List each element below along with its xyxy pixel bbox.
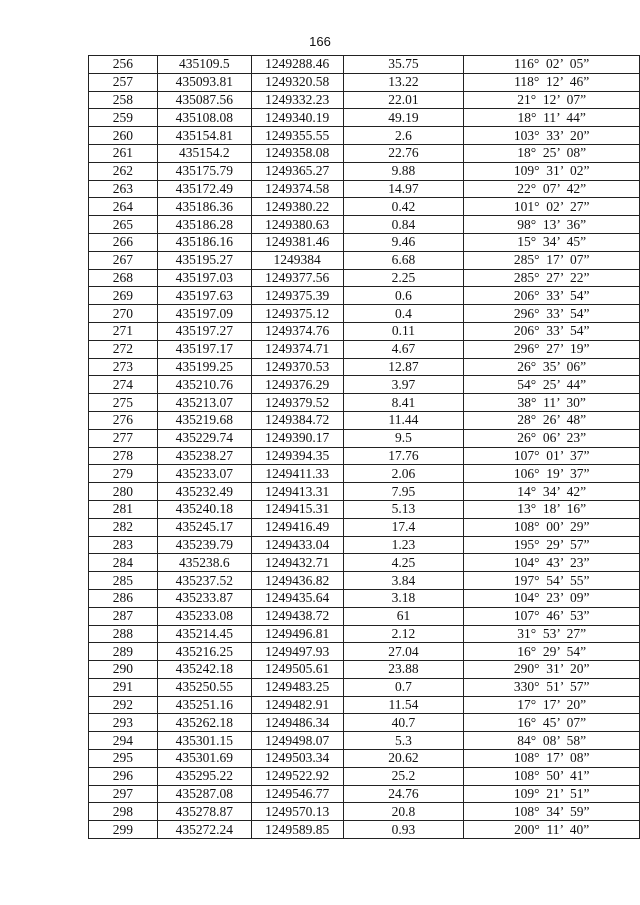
distance-cell: 20.8 xyxy=(343,803,464,821)
bearing-cell: 22° 07’ 42” xyxy=(464,180,640,198)
x-coordinate-cell: 435199.25 xyxy=(157,358,251,376)
y-coordinate-cell: 1249433.04 xyxy=(251,536,343,554)
point-number-cell: 257 xyxy=(89,73,158,91)
table-row xyxy=(89,162,640,180)
x-coordinate-cell: 435262.18 xyxy=(157,714,251,732)
distance-cell: 11.54 xyxy=(343,696,464,714)
x-coordinate-cell: 435301.15 xyxy=(157,732,251,750)
point-number-cell: 298 xyxy=(89,803,158,821)
bearing-cell: 197° 54’ 55” xyxy=(464,572,640,590)
table-row xyxy=(89,127,640,145)
bearing-cell: 84° 08’ 58” xyxy=(464,732,640,750)
point-number-cell: 284 xyxy=(89,554,158,572)
bearing-cell: 101° 02’ 27” xyxy=(464,198,640,216)
coordinate-table xyxy=(88,55,640,839)
point-number-cell: 270 xyxy=(89,305,158,323)
point-number-cell: 299 xyxy=(89,821,158,839)
y-coordinate-cell: 1249390.17 xyxy=(251,429,343,447)
distance-cell: 12.87 xyxy=(343,358,464,376)
distance-cell: 35.75 xyxy=(343,56,464,74)
point-number-cell: 297 xyxy=(89,785,158,803)
distance-cell: 25.2 xyxy=(343,767,464,785)
y-coordinate-cell: 1249522.92 xyxy=(251,767,343,785)
distance-cell: 0.6 xyxy=(343,287,464,305)
table-row xyxy=(89,269,640,287)
point-number-cell: 272 xyxy=(89,340,158,358)
x-coordinate-cell: 435214.45 xyxy=(157,625,251,643)
y-coordinate-cell: 1249379.52 xyxy=(251,394,343,412)
x-coordinate-cell: 435108.08 xyxy=(157,109,251,127)
y-coordinate-cell: 1249384 xyxy=(251,251,343,269)
x-coordinate-cell: 435154.2 xyxy=(157,144,251,162)
table-row xyxy=(89,287,640,305)
table-row xyxy=(89,305,640,323)
distance-cell: 14.97 xyxy=(343,180,464,198)
x-coordinate-cell: 435239.79 xyxy=(157,536,251,554)
table-row xyxy=(89,376,640,394)
point-number-cell: 292 xyxy=(89,696,158,714)
x-coordinate-cell: 435237.52 xyxy=(157,572,251,590)
table-row xyxy=(89,109,640,127)
distance-cell: 23.88 xyxy=(343,661,464,679)
table-row xyxy=(89,536,640,554)
bearing-cell: 108° 50’ 41” xyxy=(464,767,640,785)
x-coordinate-cell: 435197.27 xyxy=(157,322,251,340)
table-row xyxy=(89,429,640,447)
point-number-cell: 290 xyxy=(89,661,158,679)
y-coordinate-cell: 1249394.35 xyxy=(251,447,343,465)
distance-cell: 0.4 xyxy=(343,305,464,323)
bearing-cell: 31° 53’ 27” xyxy=(464,625,640,643)
table-row xyxy=(89,447,640,465)
distance-cell: 4.67 xyxy=(343,340,464,358)
table-row xyxy=(89,607,640,625)
bearing-cell: 15° 34’ 45” xyxy=(464,233,640,251)
bearing-cell: 16° 29’ 54” xyxy=(464,643,640,661)
bearing-cell: 285° 17’ 07” xyxy=(464,251,640,269)
bearing-cell: 38° 11’ 30” xyxy=(464,394,640,412)
distance-cell: 3.97 xyxy=(343,376,464,394)
x-coordinate-cell: 435240.18 xyxy=(157,500,251,518)
bearing-cell: 108° 34’ 59” xyxy=(464,803,640,821)
x-coordinate-cell: 435301.69 xyxy=(157,750,251,768)
x-coordinate-cell: 435295.22 xyxy=(157,767,251,785)
bearing-cell: 14° 34’ 42” xyxy=(464,483,640,501)
distance-cell: 2.25 xyxy=(343,269,464,287)
bearing-cell: 107° 01’ 37” xyxy=(464,447,640,465)
point-number-cell: 294 xyxy=(89,732,158,750)
table-row xyxy=(89,785,640,803)
point-number-cell: 287 xyxy=(89,607,158,625)
y-coordinate-cell: 1249340.19 xyxy=(251,109,343,127)
point-number-cell: 261 xyxy=(89,144,158,162)
point-number-cell: 271 xyxy=(89,322,158,340)
y-coordinate-cell: 1249375.39 xyxy=(251,287,343,305)
bearing-cell: 28° 26’ 48” xyxy=(464,411,640,429)
y-coordinate-cell: 1249546.77 xyxy=(251,785,343,803)
bearing-cell: 108° 17’ 08” xyxy=(464,750,640,768)
table-row xyxy=(89,750,640,768)
point-number-cell: 260 xyxy=(89,127,158,145)
point-number-cell: 259 xyxy=(89,109,158,127)
y-coordinate-cell: 1249358.08 xyxy=(251,144,343,162)
table-row xyxy=(89,465,640,483)
table-row xyxy=(89,661,640,679)
x-coordinate-cell: 435238.27 xyxy=(157,447,251,465)
x-coordinate-cell: 435109.5 xyxy=(157,56,251,74)
y-coordinate-cell: 1249320.58 xyxy=(251,73,343,91)
distance-cell: 0.93 xyxy=(343,821,464,839)
bearing-cell: 296° 33’ 54” xyxy=(464,305,640,323)
distance-cell: 17.4 xyxy=(343,518,464,536)
y-coordinate-cell: 1249435.64 xyxy=(251,589,343,607)
bearing-cell: 116° 02’ 05” xyxy=(464,56,640,74)
bearing-cell: 330° 51’ 57” xyxy=(464,678,640,696)
table-row xyxy=(89,678,640,696)
point-number-cell: 285 xyxy=(89,572,158,590)
y-coordinate-cell: 1249498.07 xyxy=(251,732,343,750)
x-coordinate-cell: 435154.81 xyxy=(157,127,251,145)
x-coordinate-cell: 435272.24 xyxy=(157,821,251,839)
x-coordinate-cell: 435197.17 xyxy=(157,340,251,358)
point-number-cell: 289 xyxy=(89,643,158,661)
point-number-cell: 262 xyxy=(89,162,158,180)
y-coordinate-cell: 1249380.63 xyxy=(251,216,343,234)
bearing-cell: 118° 12’ 46” xyxy=(464,73,640,91)
x-coordinate-cell: 435229.74 xyxy=(157,429,251,447)
point-number-cell: 258 xyxy=(89,91,158,109)
page-number: 166 xyxy=(309,34,331,49)
distance-cell: 9.88 xyxy=(343,162,464,180)
x-coordinate-cell: 435242.18 xyxy=(157,661,251,679)
point-number-cell: 274 xyxy=(89,376,158,394)
y-coordinate-cell: 1249365.27 xyxy=(251,162,343,180)
table-row xyxy=(89,732,640,750)
bearing-cell: 26° 35’ 06” xyxy=(464,358,640,376)
point-number-cell: 288 xyxy=(89,625,158,643)
x-coordinate-cell: 435233.08 xyxy=(157,607,251,625)
distance-cell: 0.42 xyxy=(343,198,464,216)
bearing-cell: 18° 11’ 44” xyxy=(464,109,640,127)
bearing-cell: 109° 31’ 02” xyxy=(464,162,640,180)
y-coordinate-cell: 1249432.71 xyxy=(251,554,343,572)
distance-cell: 24.76 xyxy=(343,785,464,803)
y-coordinate-cell: 1249370.53 xyxy=(251,358,343,376)
y-coordinate-cell: 1249589.85 xyxy=(251,821,343,839)
bearing-cell: 195° 29’ 57” xyxy=(464,536,640,554)
point-number-cell: 280 xyxy=(89,483,158,501)
point-number-cell: 256 xyxy=(89,56,158,74)
point-number-cell: 264 xyxy=(89,198,158,216)
table-row xyxy=(89,500,640,518)
x-coordinate-cell: 435250.55 xyxy=(157,678,251,696)
point-number-cell: 283 xyxy=(89,536,158,554)
distance-cell: 13.22 xyxy=(343,73,464,91)
bearing-cell: 206° 33’ 54” xyxy=(464,287,640,305)
point-number-cell: 286 xyxy=(89,589,158,607)
x-coordinate-cell: 435233.87 xyxy=(157,589,251,607)
distance-cell: 0.84 xyxy=(343,216,464,234)
x-coordinate-cell: 435197.09 xyxy=(157,305,251,323)
x-coordinate-cell: 435287.08 xyxy=(157,785,251,803)
bearing-cell: 17° 17’ 20” xyxy=(464,696,640,714)
point-number-cell: 269 xyxy=(89,287,158,305)
point-number-cell: 295 xyxy=(89,750,158,768)
point-number-cell: 296 xyxy=(89,767,158,785)
y-coordinate-cell: 1249376.29 xyxy=(251,376,343,394)
table-row xyxy=(89,56,640,74)
bearing-cell: 13° 18’ 16” xyxy=(464,500,640,518)
distance-cell: 8.41 xyxy=(343,394,464,412)
point-number-cell: 281 xyxy=(89,500,158,518)
point-number-cell: 275 xyxy=(89,394,158,412)
x-coordinate-cell: 435213.07 xyxy=(157,394,251,412)
point-number-cell: 273 xyxy=(89,358,158,376)
x-coordinate-cell: 435197.03 xyxy=(157,269,251,287)
table-row xyxy=(89,198,640,216)
bearing-cell: 296° 27’ 19” xyxy=(464,340,640,358)
table-row xyxy=(89,394,640,412)
y-coordinate-cell: 1249332.23 xyxy=(251,91,343,109)
y-coordinate-cell: 1249436.82 xyxy=(251,572,343,590)
table-row xyxy=(89,233,640,251)
bearing-cell: 18° 25’ 08” xyxy=(464,144,640,162)
distance-cell: 17.76 xyxy=(343,447,464,465)
table-row xyxy=(89,358,640,376)
distance-cell: 5.3 xyxy=(343,732,464,750)
y-coordinate-cell: 1249380.22 xyxy=(251,198,343,216)
point-number-cell: 278 xyxy=(89,447,158,465)
table-row xyxy=(89,518,640,536)
y-coordinate-cell: 1249411.33 xyxy=(251,465,343,483)
table-row xyxy=(89,767,640,785)
distance-cell: 40.7 xyxy=(343,714,464,732)
table-row xyxy=(89,73,640,91)
distance-cell: 5.13 xyxy=(343,500,464,518)
bearing-cell: 103° 33’ 20” xyxy=(464,127,640,145)
x-coordinate-cell: 435197.63 xyxy=(157,287,251,305)
point-number-cell: 268 xyxy=(89,269,158,287)
x-coordinate-cell: 435238.6 xyxy=(157,554,251,572)
point-number-cell: 266 xyxy=(89,233,158,251)
x-coordinate-cell: 435172.49 xyxy=(157,180,251,198)
y-coordinate-cell: 1249413.31 xyxy=(251,483,343,501)
y-coordinate-cell: 1249415.31 xyxy=(251,500,343,518)
x-coordinate-cell: 435087.56 xyxy=(157,91,251,109)
table-row xyxy=(89,144,640,162)
table-row xyxy=(89,216,640,234)
y-coordinate-cell: 1249384.72 xyxy=(251,411,343,429)
table-row xyxy=(89,91,640,109)
point-number-cell: 267 xyxy=(89,251,158,269)
table-row xyxy=(89,411,640,429)
distance-cell: 9.5 xyxy=(343,429,464,447)
table-row xyxy=(89,554,640,572)
bearing-cell: 54° 25’ 44” xyxy=(464,376,640,394)
distance-cell: 27.04 xyxy=(343,643,464,661)
y-coordinate-cell: 1249416.49 xyxy=(251,518,343,536)
y-coordinate-cell: 1249374.76 xyxy=(251,322,343,340)
point-number-cell: 265 xyxy=(89,216,158,234)
bearing-cell: 26° 06’ 23” xyxy=(464,429,640,447)
distance-cell: 3.84 xyxy=(343,572,464,590)
distance-cell: 2.6 xyxy=(343,127,464,145)
bearing-cell: 109° 21’ 51” xyxy=(464,785,640,803)
y-coordinate-cell: 1249288.46 xyxy=(251,56,343,74)
bearing-cell: 107° 46’ 53” xyxy=(464,607,640,625)
distance-cell: 0.11 xyxy=(343,322,464,340)
x-coordinate-cell: 435186.36 xyxy=(157,198,251,216)
y-coordinate-cell: 1249374.71 xyxy=(251,340,343,358)
table-row xyxy=(89,696,640,714)
point-number-cell: 282 xyxy=(89,518,158,536)
point-number-cell: 276 xyxy=(89,411,158,429)
distance-cell: 22.76 xyxy=(343,144,464,162)
distance-cell: 22.01 xyxy=(343,91,464,109)
x-coordinate-cell: 435210.76 xyxy=(157,376,251,394)
y-coordinate-cell: 1249377.56 xyxy=(251,269,343,287)
y-coordinate-cell: 1249486.34 xyxy=(251,714,343,732)
point-number-cell: 263 xyxy=(89,180,158,198)
y-coordinate-cell: 1249505.61 xyxy=(251,661,343,679)
point-number-cell: 277 xyxy=(89,429,158,447)
bearing-cell: 21° 12’ 07” xyxy=(464,91,640,109)
y-coordinate-cell: 1249570.13 xyxy=(251,803,343,821)
y-coordinate-cell: 1249497.93 xyxy=(251,643,343,661)
distance-cell: 6.68 xyxy=(343,251,464,269)
x-coordinate-cell: 435219.68 xyxy=(157,411,251,429)
bearing-cell: 16° 45’ 07” xyxy=(464,714,640,732)
x-coordinate-cell: 435216.25 xyxy=(157,643,251,661)
distance-cell: 20.62 xyxy=(343,750,464,768)
bearing-cell: 104° 43’ 23” xyxy=(464,554,640,572)
x-coordinate-cell: 435245.17 xyxy=(157,518,251,536)
bearing-cell: 108° 00’ 29” xyxy=(464,518,640,536)
y-coordinate-cell: 1249438.72 xyxy=(251,607,343,625)
y-coordinate-cell: 1249381.46 xyxy=(251,233,343,251)
distance-cell: 7.95 xyxy=(343,483,464,501)
bearing-cell: 106° 19’ 37” xyxy=(464,465,640,483)
point-number-cell: 291 xyxy=(89,678,158,696)
table-row xyxy=(89,714,640,732)
x-coordinate-cell: 435195.27 xyxy=(157,251,251,269)
bearing-cell: 200° 11’ 40” xyxy=(464,821,640,839)
distance-cell: 3.18 xyxy=(343,589,464,607)
table-row xyxy=(89,180,640,198)
x-coordinate-cell: 435251.16 xyxy=(157,696,251,714)
y-coordinate-cell: 1249496.81 xyxy=(251,625,343,643)
x-coordinate-cell: 435186.28 xyxy=(157,216,251,234)
distance-cell: 49.19 xyxy=(343,109,464,127)
y-coordinate-cell: 1249374.58 xyxy=(251,180,343,198)
point-number-cell: 293 xyxy=(89,714,158,732)
distance-cell: 61 xyxy=(343,607,464,625)
y-coordinate-cell: 1249483.25 xyxy=(251,678,343,696)
y-coordinate-cell: 1249503.34 xyxy=(251,750,343,768)
distance-cell: 4.25 xyxy=(343,554,464,572)
table-row xyxy=(89,643,640,661)
bearing-cell: 285° 27’ 22” xyxy=(464,269,640,287)
x-coordinate-cell: 435186.16 xyxy=(157,233,251,251)
x-coordinate-cell: 435093.81 xyxy=(157,73,251,91)
x-coordinate-cell: 435278.87 xyxy=(157,803,251,821)
distance-cell: 9.46 xyxy=(343,233,464,251)
y-coordinate-cell: 1249375.12 xyxy=(251,305,343,323)
coordinate-table-body xyxy=(89,56,640,839)
point-number-cell: 279 xyxy=(89,465,158,483)
table-row xyxy=(89,625,640,643)
distance-cell: 11.44 xyxy=(343,411,464,429)
table-row xyxy=(89,589,640,607)
x-coordinate-cell: 435175.79 xyxy=(157,162,251,180)
table-row xyxy=(89,340,640,358)
table-row xyxy=(89,572,640,590)
y-coordinate-cell: 1249482.91 xyxy=(251,696,343,714)
table-row xyxy=(89,803,640,821)
distance-cell: 2.06 xyxy=(343,465,464,483)
table-row xyxy=(89,251,640,269)
bearing-cell: 98° 13’ 36” xyxy=(464,216,640,234)
y-coordinate-cell: 1249355.55 xyxy=(251,127,343,145)
x-coordinate-cell: 435232.49 xyxy=(157,483,251,501)
distance-cell: 0.7 xyxy=(343,678,464,696)
distance-cell: 1.23 xyxy=(343,536,464,554)
bearing-cell: 104° 23’ 09” xyxy=(464,589,640,607)
bearing-cell: 206° 33’ 54” xyxy=(464,322,640,340)
x-coordinate-cell: 435233.07 xyxy=(157,465,251,483)
bearing-cell: 290° 31’ 20” xyxy=(464,661,640,679)
table-row xyxy=(89,821,640,839)
table-row xyxy=(89,322,640,340)
distance-cell: 2.12 xyxy=(343,625,464,643)
table-row xyxy=(89,483,640,501)
